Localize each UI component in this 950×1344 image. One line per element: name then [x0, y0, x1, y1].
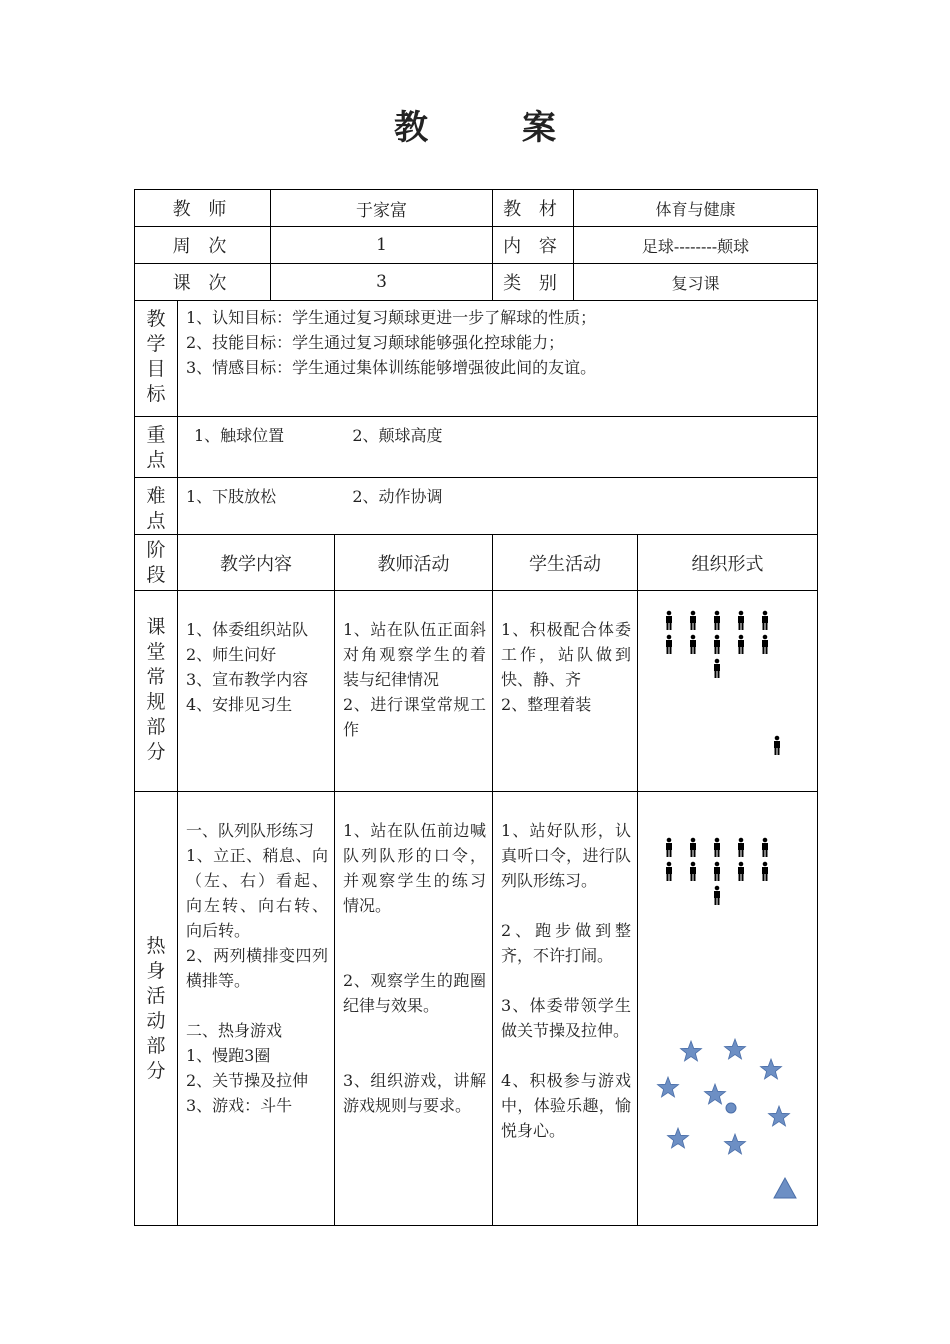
warmup-student [493, 792, 638, 1226]
list-item: 3、组织游戏，讲解游戏规则与要求。 [343, 1071, 487, 1115]
student-figure-icon [762, 862, 768, 881]
student-figure-icon [738, 611, 744, 630]
textbook-value: 体育与健康 [574, 190, 818, 227]
player-star-icon [725, 1039, 746, 1059]
textbook-label: 教 材 [493, 190, 574, 227]
student-activity-header: 学生活动 [493, 535, 638, 591]
difficulty-1: 1、下肢放松 [186, 487, 277, 506]
player-star-icon [725, 1134, 746, 1154]
ball-icon [726, 1103, 736, 1113]
player-star-icon [769, 1106, 790, 1126]
warmup-diagram [638, 792, 818, 1224]
player-star-icon [668, 1128, 689, 1148]
difficulties-text [178, 478, 818, 535]
warmup-content [178, 792, 335, 1226]
student-figure-icon [690, 838, 696, 857]
key-points-text [178, 417, 818, 478]
routine-content [178, 591, 335, 792]
warmup-teacher [335, 792, 493, 1226]
list-item: 4、安排见习生 [186, 695, 293, 714]
list-item: 3、游戏：斗牛 [186, 1096, 293, 1115]
key-point-1: 1、触球位置 [194, 426, 285, 445]
type-label: 类 别 [493, 264, 574, 301]
goal-item: 1、认知目标：学生通过复习颠球更进一步了解球的性质； [186, 308, 597, 327]
list-item: 2、进行课堂常规工作 [343, 695, 487, 739]
lesson-label: 课 次 [135, 264, 271, 301]
list-item: 1、积极配合体委工作，站队做到快、静、齐 [501, 620, 632, 689]
type-value: 复习课 [574, 264, 818, 301]
content-label: 内 容 [493, 227, 574, 264]
formation-diagram [638, 591, 818, 791]
list-item: 1、慢跑3圈 [186, 1046, 271, 1065]
content-value: 足球--------颠球 [574, 227, 818, 264]
student-figure-icon [774, 736, 780, 755]
student-figure-icon [714, 659, 720, 678]
content-header: 教学内容 [178, 535, 335, 591]
week-label: 周 次 [135, 227, 271, 264]
list-item: 1、站好队形，认真听口令，进行队列队形练习。 [501, 821, 632, 890]
teacher-triangle-icon [774, 1178, 796, 1198]
student-figure-icon [714, 886, 720, 905]
list-item: 2、观察学生的跑圈纪律与效果。 [343, 971, 487, 1015]
list-item: 2、整理着装 [501, 695, 592, 714]
player-star-icon [761, 1059, 782, 1079]
student-figure-icon [666, 838, 672, 857]
player-star-icon [658, 1077, 679, 1097]
list-item: 4、积极参与游戏中，体验乐趣，愉悦身心。 [501, 1071, 632, 1140]
goal-item: 2、技能目标：学生通过复习颠球能够强化控球能力； [186, 333, 565, 352]
student-figure-icon [738, 635, 744, 654]
goal-item: 3、情感目标：学生通过集体训练能够增强彼此间的友谊。 [186, 358, 597, 377]
list-item: 3、体委带领学生做关节操及拉伸。 [501, 996, 632, 1040]
list-item: 2、师生问好 [186, 645, 277, 664]
routine-teacher [335, 591, 493, 792]
student-figure-icon [666, 862, 672, 881]
player-star-icon [705, 1084, 726, 1104]
teacher-activity-header: 教师活动 [335, 535, 493, 591]
page-title: 教 案 [394, 108, 586, 148]
goals-text [178, 301, 818, 417]
routine-stage: 课堂常规部分 [135, 591, 178, 792]
student-figure-icon [690, 611, 696, 630]
student-figure-icon [690, 635, 696, 654]
stage-header: 阶段 [135, 535, 178, 591]
student-figure-icon [714, 611, 720, 630]
list-item: 二、热身游戏 [186, 1021, 283, 1040]
routine-organization [638, 591, 818, 792]
lesson-value: 3 [271, 264, 493, 301]
student-figure-icon [714, 635, 720, 654]
list-item: 1、站在队伍正面斜对角观察学生的着装与纪律情况 [343, 620, 487, 689]
list-item: 1、立正、稍息、向（左、右）看起、向左转、向右转、向后转。 [186, 846, 329, 940]
student-figure-icon [690, 862, 696, 881]
student-figure-icon [666, 611, 672, 630]
goals-label: 教学目标 [135, 301, 178, 417]
week-value: 1 [271, 227, 493, 264]
lesson-plan-table [134, 189, 818, 1226]
list-item: 一、队列队形练习 [186, 821, 315, 840]
routine-student [493, 591, 638, 792]
list-item: 2、关节操及拉伸 [186, 1071, 309, 1090]
difficulties-label: 难点 [135, 478, 178, 535]
list-item: 2、跑步做到整齐，不许打闹。 [501, 921, 632, 965]
organization-header: 组织形式 [638, 535, 818, 591]
student-figure-icon [762, 611, 768, 630]
list-item: 2、两列横排变四列横排等。 [186, 946, 329, 990]
list-item: 1、站在队伍前边喊队列队形的口令，并观察学生的练习情况。 [343, 821, 487, 915]
student-figure-icon [762, 635, 768, 654]
key-points-label: 重点 [135, 417, 178, 478]
student-figure-icon [738, 838, 744, 857]
warmup-organization [638, 792, 818, 1226]
student-figure-icon [762, 838, 768, 857]
list-item: 1、体委组织站队 [186, 620, 309, 639]
list-item: 3、宣布教学内容 [186, 670, 309, 689]
player-star-icon [681, 1041, 702, 1061]
teacher-label: 教 师 [135, 190, 271, 227]
student-figure-icon [738, 862, 744, 881]
student-figure-icon [666, 635, 672, 654]
student-figure-icon [714, 862, 720, 881]
warmup-stage: 热身活动部分 [135, 792, 178, 1226]
student-figure-icon [714, 838, 720, 857]
teacher-value: 于家富 [271, 190, 493, 227]
key-point-2: 2、颠球高度 [352, 426, 443, 445]
difficulty-2: 2、动作协调 [352, 487, 443, 506]
